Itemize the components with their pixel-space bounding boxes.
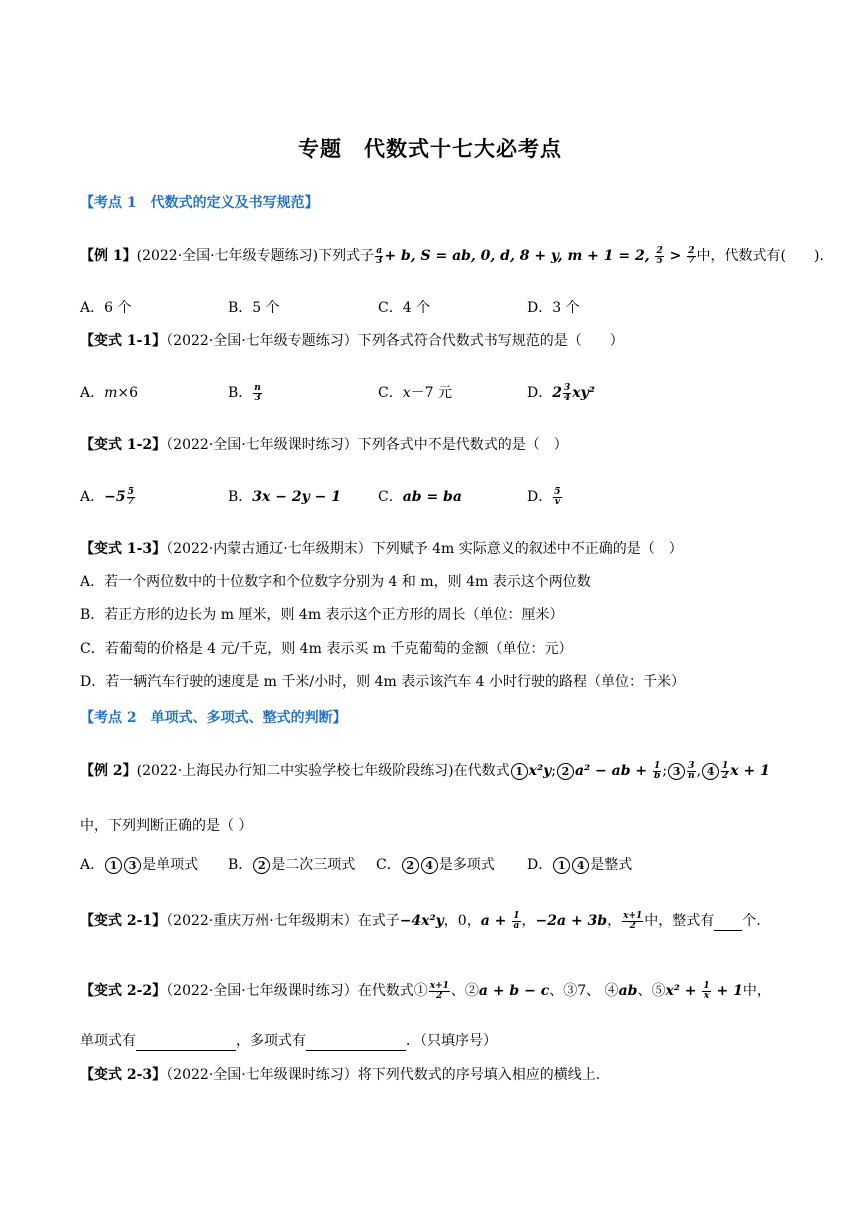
- expr-list-1: + b, S = ab, 0, d, 8 + y, m + 1 = 2,: [384, 248, 655, 264]
- example-1-source: (2022·全国·七年级专题练习)下列式子: [136, 248, 375, 264]
- variant-1-3-label: 【变式 1-3】: [80, 541, 167, 557]
- example-2-source: (2022·上海民办行知二中实验学校七年级阶段练习)在代数式: [136, 763, 510, 779]
- variant-1-3-option-a: A．若一个两位数中的十位数字和个位数字分别为 4 和 m，则 4m 表示这个两位数: [80, 574, 591, 590]
- variant-2-3-label: 【变式 2-3】: [80, 1067, 167, 1083]
- example-2: 【例 2】(2022·上海民办行知二中实验学校七年级阶段练习)在代数式 1 x²y; 2 a² − ab + $\frac{1}{b}$ ; 3 $\frac{3}{n}$ , 4 $\frac{1}{2}$ x + 1: [80, 760, 770, 781]
- polynomial-blank[interactable]: [306, 1034, 406, 1051]
- option-a: A． 1 3 是单项式: [80, 857, 199, 873]
- option-d: D．3 个: [527, 300, 580, 316]
- option-c: C．ab = ba: [378, 489, 462, 505]
- option-b: B．3x − 2y − 1: [228, 489, 341, 505]
- option-c: C．x－7 元: [378, 385, 452, 401]
- variant-2-2-answers: 单项式有 ，多项式有 ．（只填序号）: [80, 1033, 497, 1049]
- variant-1-3: [80, 539, 780, 559]
- option-d: D．2 $\frac{3}{4}$ xy²: [527, 382, 595, 403]
- option-c: C．4 个: [378, 300, 431, 316]
- variant-1-2: [80, 435, 780, 455]
- option-a: A．−5 $\frac{5}{7}$: [80, 486, 134, 507]
- variant-2-3: 【变式 2-3】（2022·全国·七年级课时练习）将下列代数式的序号填入相应的横线上.: [80, 1067, 601, 1083]
- option-c: C． 2 4 是多项式: [376, 857, 495, 873]
- option-b: B．5 个: [228, 300, 280, 316]
- option-d: D． 1 4 是整式: [527, 857, 633, 873]
- example-1: 【例 1】(2022·全国·七年级专题练习)下列式子 $\frac{a}{3}$ + b, S = ab, 0, d, 8 + y, m + 1 = 2, $\frac{2}{5}$ > $\frac{2}{7}$ 中，代数式有( ).: [80, 245, 824, 266]
- expr-2-over-5: $\frac{2}{5}$: [656, 245, 663, 266]
- option-a: A．m×6: [80, 385, 139, 401]
- variant-1-3-option-d: D．若一辆汽车行驶的速度是 m 千米/小时，则 4m 表示该汽车 4 小时行驶的路程（单位：千米）: [80, 674, 686, 690]
- variant-1-2-text: （2022·全国·七年级课时练习）下列各式中不是代数式的是（ ）: [166, 437, 568, 453]
- variant-1-3-option-b: B．若正方形的边长为 m 厘米，则 4m 表示这个正方形的周长（单位：厘米）: [80, 607, 564, 623]
- variant-1-2-label: 【变式 1-2】: [80, 437, 167, 453]
- variant-2-2-label: 【变式 2-2】: [80, 983, 167, 999]
- option-a: A．6 个: [80, 300, 132, 316]
- example-1-label: 【例 1】: [80, 248, 137, 264]
- example-2-label: 【例 2】: [80, 763, 137, 779]
- variant-2-2: 【变式 2-2】（2022·全国·七年级课时练习）在代数式① $\frac{x+1}{2}$ 、②a + b − c、③7、 ④ab、⑤x² + $\frac{1}{x}$ + 1中，: [80, 980, 771, 1001]
- example-1-question: 中，代数式有( ).: [696, 248, 824, 264]
- section-heading-1: 【考点 1 代数式的定义及书写规范】: [80, 195, 319, 211]
- expr-2-over-7: $\frac{2}{7}$: [688, 245, 695, 266]
- option-b: B． $\frac{n}{3}$: [228, 382, 261, 403]
- expr-a-over-3: $\frac{a}{3}$: [376, 245, 383, 266]
- option-d: D． $\frac{5}{v}$: [527, 486, 561, 507]
- variant-1-3-text: （2022·内蒙古通辽·七年级期末）下列赋予 4m 实际意义的叙述中不正确的是（ ）: [166, 541, 683, 557]
- section-heading-2: 【考点 2 单项式、多项式、整式的判断】: [80, 710, 347, 726]
- variant-1-1: [80, 331, 780, 351]
- variant-2-1: 【变式 2-1】（2022·重庆万州·七年级期末）在式子−4x²y，0，a + $\frac{1}{a}$ ，−2a + 3b， $\frac{x+1}{2}$ 中，整式有 个.: [80, 910, 761, 931]
- answer-blank[interactable]: [714, 914, 742, 931]
- monomial-blank[interactable]: [136, 1034, 236, 1051]
- variant-2-1-label: 【变式 2-1】: [80, 913, 167, 929]
- page-title: 专题 代数式十七大必考点: [298, 137, 562, 161]
- variant-1-1-label: 【变式 1-1】: [80, 333, 167, 349]
- variant-1-1-text: （2022·全国·七年级专题练习）下列各式符合代数式书写规范的是（ ）: [166, 333, 624, 349]
- option-b: B． 2 是二次三项式: [228, 857, 356, 873]
- variant-1-3-option-c: C．若葡萄的价格是 4 元/千克，则 4m 表示买 m 千克葡萄的金额（单位：元）: [80, 641, 573, 657]
- example-2-cont: 中，下列判断正确的是（ ）: [80, 818, 253, 834]
